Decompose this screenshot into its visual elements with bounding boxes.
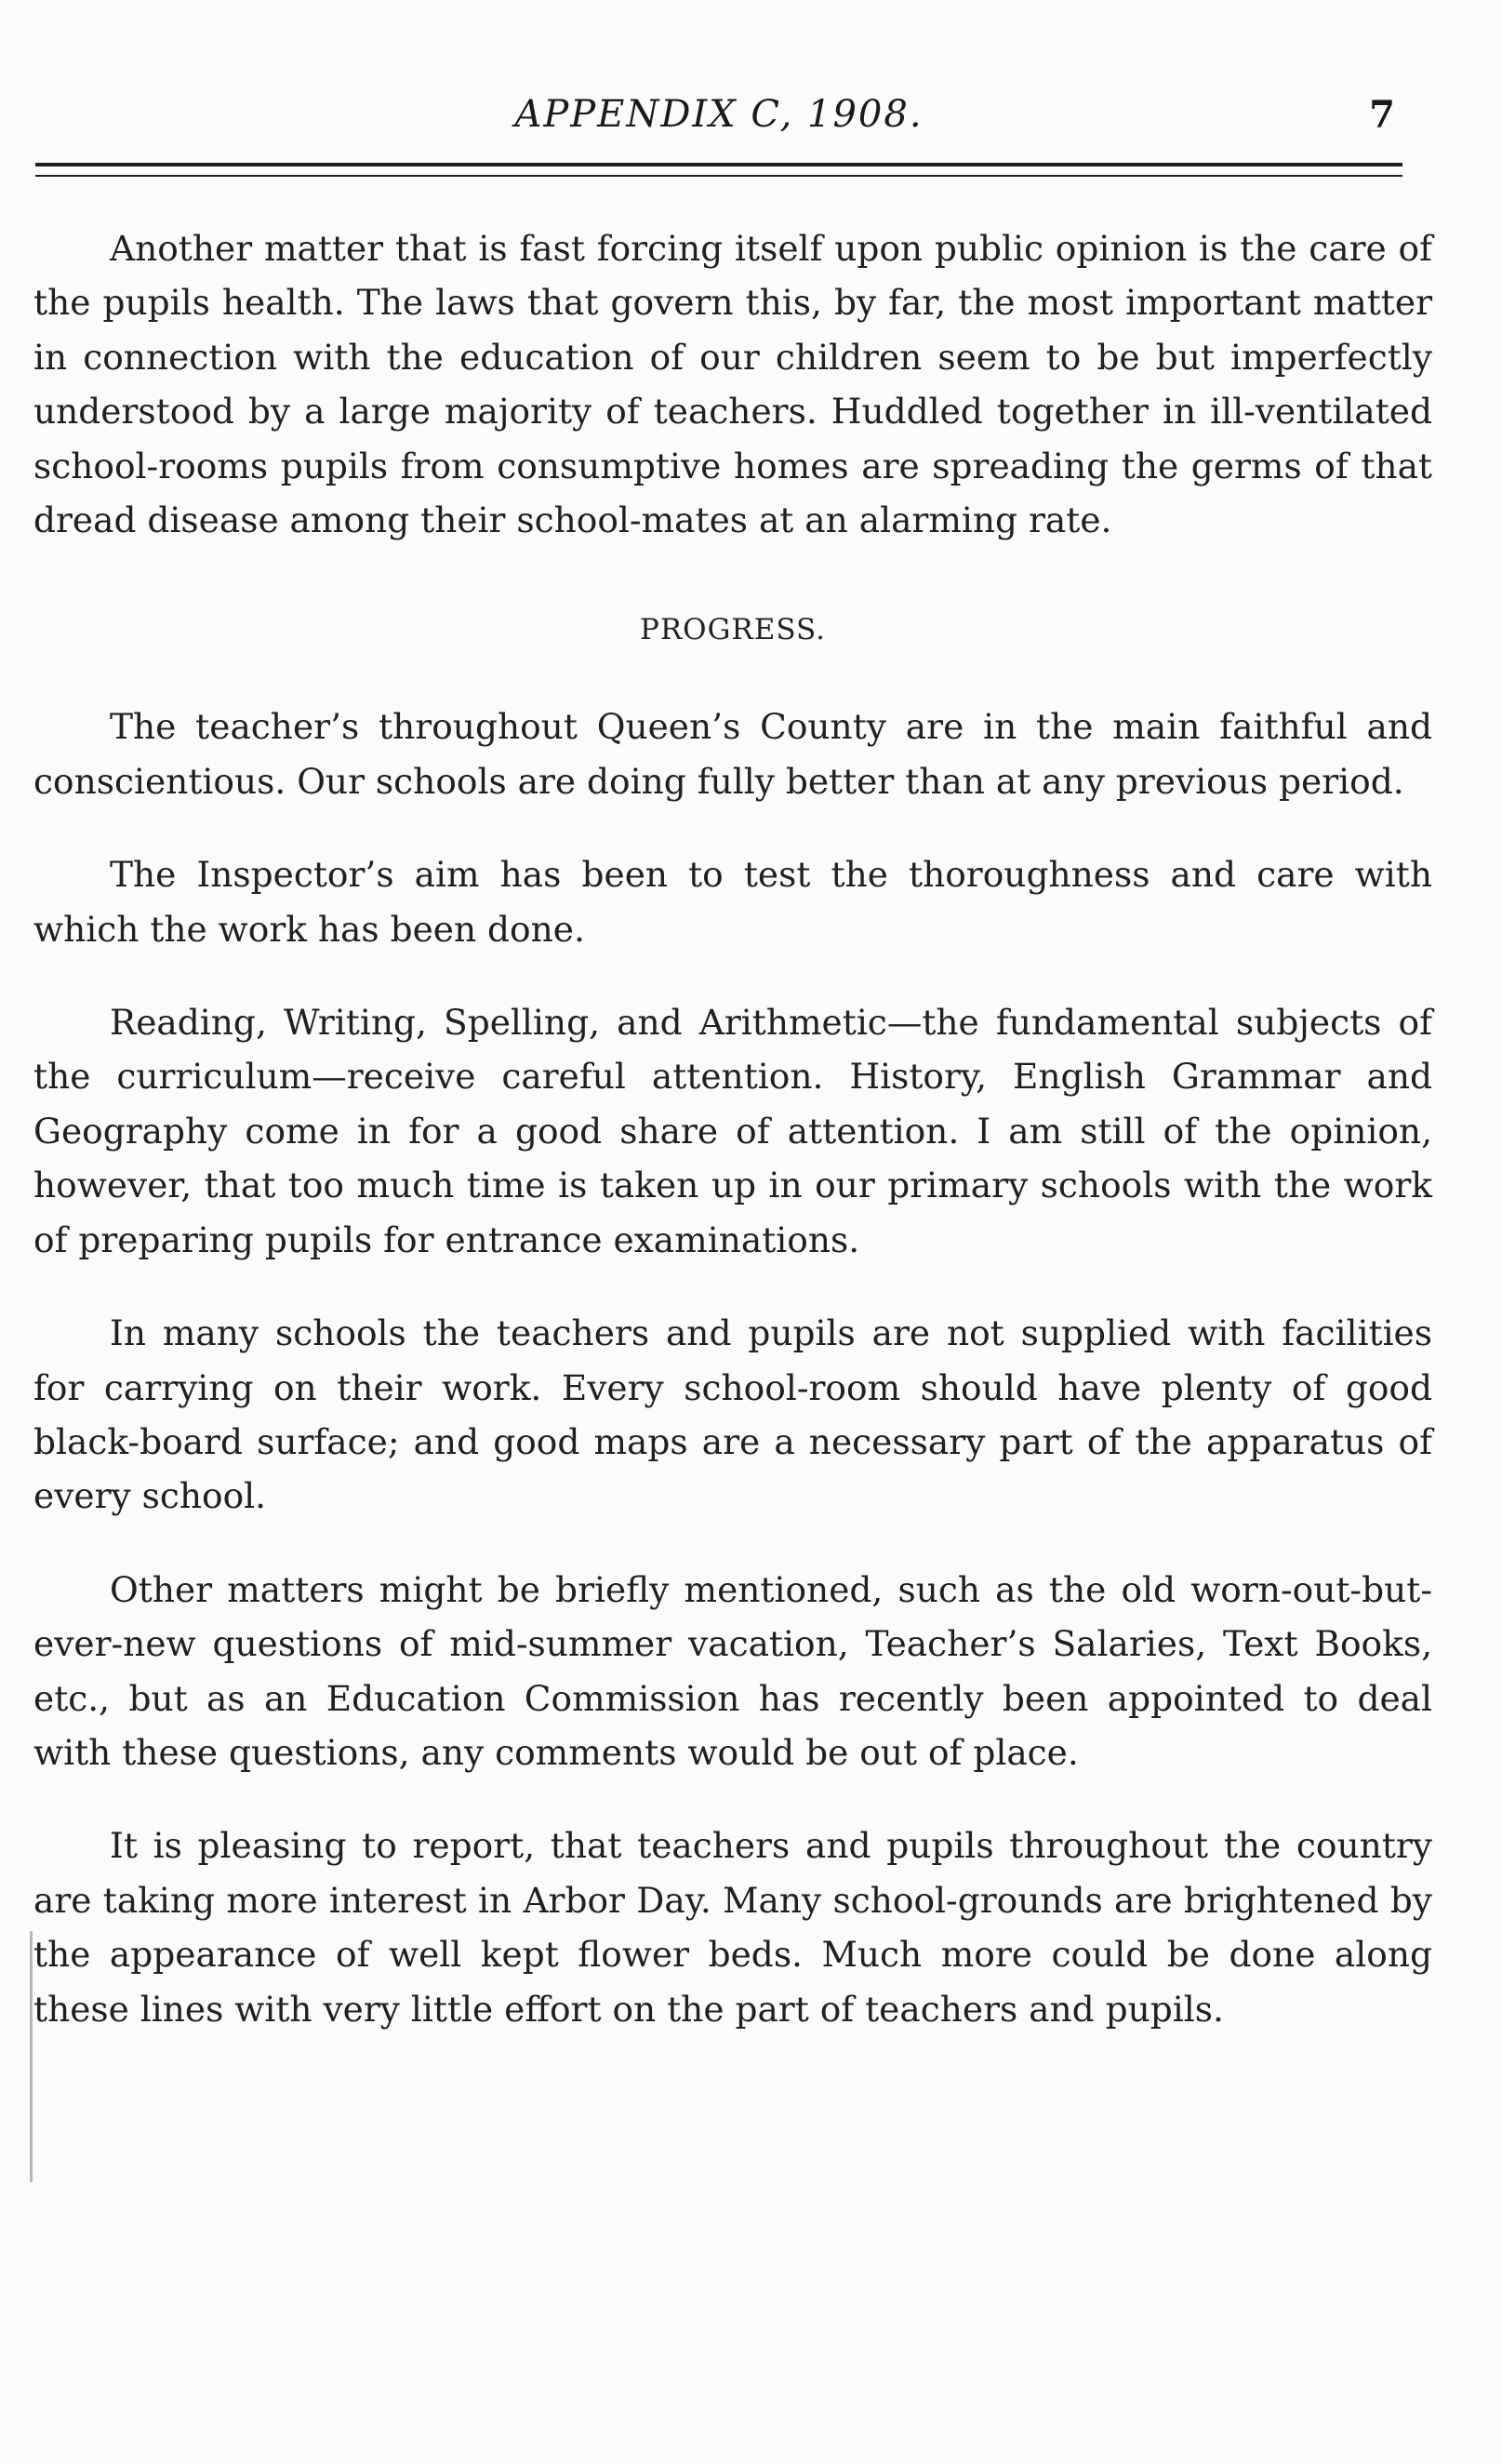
paragraph-facilities: In many schools the teachers and pupils are not supplied with facilities for carrying on their work. Every school-room should have plenty of good black-board surface; and good maps are a necessary part of the apparatus of every school. <box>33 1312 1432 1517</box>
header-rule-thick <box>35 163 1402 166</box>
page-number: 7 <box>1369 93 1395 137</box>
section-heading-progress: PROGRESS. <box>639 613 827 647</box>
page-header <box>35 93 1402 149</box>
page-edge-mark <box>30 1931 33 2182</box>
paragraph-inspector: The Inspector’s aim has been to test the thoroughness and care with which the work has been done. <box>33 854 1432 950</box>
paragraph-teachers: The teacher’s throughout Queen’s County are in the main faithful and conscientious. Our schools are doing fully better than at any previous period. <box>33 706 1432 802</box>
body-text <box>33 221 1432 2075</box>
paragraph-other-matters: Other matters might be briefly mentioned, such as the old worn-out-but-ever-new questions of mid-summer vacation, Teacher’s Salaries, Text Books, etc., but as an Education Commission has recently been appointed to deal with these questions, any comments would be out of place. <box>33 1568 1432 1773</box>
running-head: APPENDIX C, 1908. <box>514 93 924 136</box>
paragraph-health: Another matter that is fast forcing itself upon public opinion is the care of the pupils health. The laws that govern this, by far, the most important matter in connection with the education of our children seem to be but imperfectly understood by a large majority of teachers. Huddled together in ill-ventilated school-rooms pupils from consumptive homes are spreading the germs of that dread disease among their school-mates at an alarming rate. <box>33 228 1432 541</box>
paragraph-curriculum: Reading, Writing, Spelling, and Arithmetic—the fundamental subjects of the curriculum—receive careful attention. History, English Grammar and Geography come in for a good share of attention. I am still of the opinion, however, that too much time is taken up in our primary schools with the work of preparing pupils for entrance examinations. <box>33 1002 1432 1260</box>
paragraph-arbor-day: It is pleasing to report, that teachers and pupils throughout the country are taking more interest in Arbor Day. Many school-grounds are brightened by the appearance of well kept flower beds. Much more could be done along these lines with very little effort on the part of teachers and pupils. <box>33 1825 1432 2030</box>
header-rule-thin <box>35 175 1402 177</box>
